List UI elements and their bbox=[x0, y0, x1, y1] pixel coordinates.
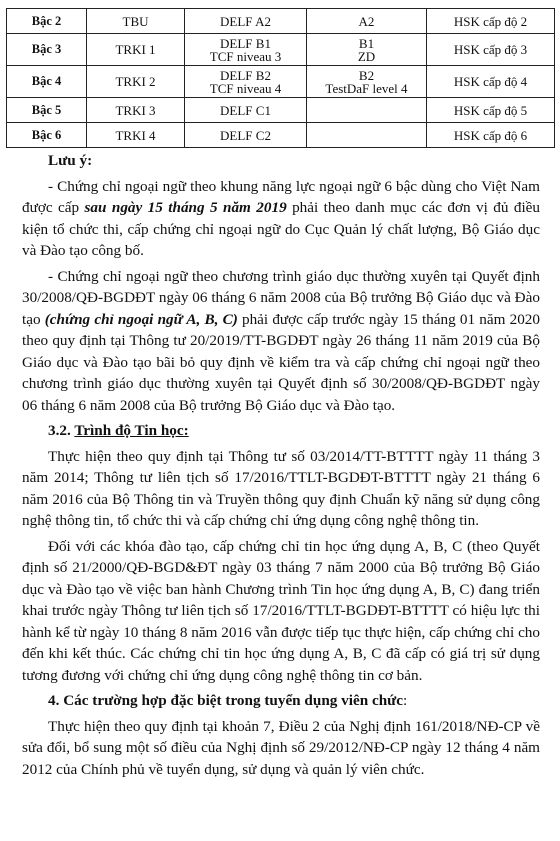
german-cert-line: TestDaF level 4 bbox=[325, 80, 408, 96]
russian-cert-cell: TRKI 3 bbox=[87, 98, 185, 123]
german-cert-cell bbox=[307, 9, 427, 34]
note-text: - Chứng chỉ ngoại ngữ theo khung năng lực ngoại ngữ 6 bậc dùng cho Việt Nam được cấp bbox=[22, 177, 540, 216]
section-colon: : bbox=[403, 692, 408, 709]
german-cert-cell bbox=[307, 34, 427, 66]
german-cert-cell bbox=[307, 123, 427, 148]
table-row bbox=[7, 123, 555, 148]
level-cell: Bậc 5 bbox=[7, 98, 87, 123]
level-cell: Bậc 4 bbox=[7, 66, 87, 98]
section-number: 3.2. bbox=[48, 422, 75, 439]
note-text: phải theo danh mục các đơn vị đủ điều kiện tổ chức thi, cấp chứng chỉ ngoại ngữ do Cục Quản lý chất lượng, Bộ Giáo dục và Đào tạo công bố. bbox=[22, 199, 540, 259]
chinese-cert-cell: HSK cấp độ 2 bbox=[427, 9, 555, 34]
french-cert-cell bbox=[185, 123, 307, 148]
section-title: 4. Các trường hợp đặc biệt trong tuyển dụng viên chức bbox=[48, 692, 403, 709]
russian-cert-cell: TRKI 1 bbox=[87, 34, 185, 66]
level-cell: Bậc 6 bbox=[7, 123, 87, 148]
note-emphasis: sau ngày 15 tháng 5 năm 2019 bbox=[84, 199, 287, 216]
note-paragraph-1 bbox=[22, 176, 540, 262]
table-row bbox=[7, 34, 555, 66]
section-4-paragraph-1: Thực hiện theo quy định tại khoản 7, Điều 2 của Nghị định 161/2018/NĐ-CP về sửa đổi, bổ sung một số điều của Nghị định số 29/2012/NĐ-CP ngày 12 tháng 4 năm 2012 của Chính phủ về tuyển dụng, sử dụng và quản lý viên chức. bbox=[22, 717, 540, 778]
note-text: phải được cấp trước ngày 15 tháng 01 năm 2020 theo quy định tại Thông tư 20/2019/TT-BGDĐT ngày 26 tháng 11 năm 2019 của Bộ Giáo dục và Đào tạo bãi bỏ quy định về kiểm tra và cấp chứng chỉ ngoại ngữ theo chương trình giáo dục thường xuyên tại Quyết định số 30/2008/QĐ-BGDĐT ngày 06 tháng 6 năm 2008 của Bộ trưởng Bộ Giáo dục và Đào tạo. bbox=[22, 310, 540, 414]
chinese-cert-cell: HSK cấp độ 6 bbox=[427, 123, 555, 148]
french-cert-cell bbox=[185, 9, 307, 34]
french-cert-line: DELF B1 bbox=[220, 35, 271, 51]
french-cert-line: DELF C2 bbox=[220, 127, 271, 143]
russian-cert-cell: TRKI 2 bbox=[87, 66, 185, 98]
note-heading: Lưu ý: bbox=[48, 152, 93, 169]
section-4-heading bbox=[22, 690, 540, 712]
section-3-2-paragraph-2: Đối với các khóa đào tạo, cấp chứng chỉ tin học ứng dụng A, B, C (theo Quyết định số 21/2000/QĐ-BGD&ĐT ngày 03 tháng 7 năm 2000 của Bộ trưởng Bộ Giáo dục và Đào tạo về việc ban hành Chương trình Tin học ứng dụng A, B, C) đang triển khai trước ngày Thông tư liên tịch số 17/2016/TTLT-BGDĐT-BTTTT có hiệu lực thi hành kể từ ngày 10 tháng 8 năm 2016 vẫn được tiếp tục thực hiện, cấp chứng chỉ cho đến khi kết thúc. Các chứng chỉ tin học ứng dụng A, B, C đã cấp có giá trị sử dụng tương đương với chứng chỉ ứng dụng công nghệ thông tin cơ bản. bbox=[22, 537, 540, 684]
language-level-table bbox=[6, 8, 555, 148]
section-3-2-paragraph-1: Thực hiện theo quy định tại Thông tư số 03/2014/TT-BTTTT ngày 11 tháng 3 năm 2014; Thông tư liên tịch số 17/2016/TTLT-BGDĐT-BTTTT ngày 21 tháng 6 năm 2016 của Bộ Thông tin và Truyền thông quy định Chuẩn kỹ năng sử dụng công nghệ thông tin, tổ chức thi và cấp chứng chỉ ứng dụng công nghệ thông tin. bbox=[22, 447, 540, 529]
german-cert-cell bbox=[307, 98, 427, 123]
german-cert-cell bbox=[307, 66, 427, 98]
note-paragraph-2 bbox=[22, 266, 540, 417]
french-cert-cell bbox=[185, 66, 307, 98]
german-cert-line: A2 bbox=[358, 13, 375, 29]
table-row bbox=[7, 9, 555, 34]
french-cert-line: TCF niveau 4 bbox=[209, 80, 282, 96]
chinese-cert-cell: HSK cấp độ 4 bbox=[427, 66, 555, 98]
french-cert-line: DELF B2 bbox=[220, 67, 271, 83]
note-text: - Chứng chỉ ngoại ngữ theo chương trình giáo dục thường xuyên tại Quyết định 30/2008/QĐ-BGDĐT ngày 06 tháng 6 năm 2008 của Bộ trưởng Bộ Giáo dục và Đào tạo bbox=[22, 267, 540, 328]
french-cert-line: DELF A2 bbox=[220, 13, 271, 29]
table-row bbox=[7, 98, 555, 123]
note-emphasis: (chứng chỉ ngoại ngữ A, B, C) bbox=[44, 310, 238, 328]
russian-cert-cell: TRKI 4 bbox=[87, 123, 185, 148]
section-title: Trình độ Tin học: bbox=[74, 422, 189, 439]
french-cert-line: TCF niveau 3 bbox=[209, 48, 282, 64]
german-cert-line: B2 bbox=[358, 67, 375, 83]
level-cell: Bậc 2 bbox=[7, 9, 87, 34]
chinese-cert-cell: HSK cấp độ 5 bbox=[427, 98, 555, 123]
french-cert-cell bbox=[185, 98, 307, 123]
russian-cert-cell: TBU bbox=[87, 9, 185, 34]
level-cell: Bậc 3 bbox=[7, 34, 87, 66]
french-cert-line: DELF C1 bbox=[220, 102, 271, 118]
table-row bbox=[7, 66, 555, 98]
german-cert-line: ZD bbox=[357, 48, 376, 64]
chinese-cert-cell: HSK cấp độ 3 bbox=[427, 34, 555, 66]
section-3-2-heading bbox=[22, 420, 540, 442]
document-body bbox=[22, 150, 540, 784]
french-cert-cell bbox=[185, 34, 307, 66]
german-cert-line: B1 bbox=[358, 35, 375, 51]
